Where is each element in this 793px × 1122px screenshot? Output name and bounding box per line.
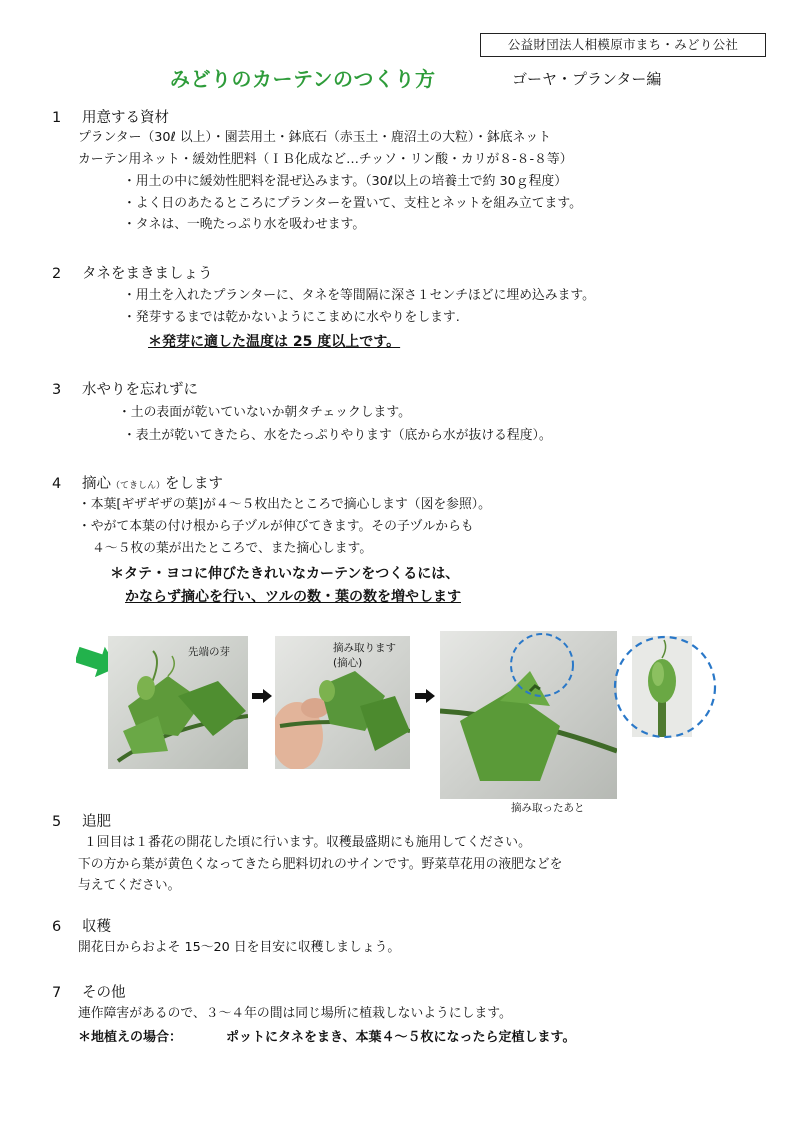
- ground-planting-label: ＊地植えの場合：: [78, 1030, 183, 1045]
- photo-shoot-tip: [108, 636, 248, 769]
- section-title: 水やりを忘れずに: [82, 382, 198, 398]
- bullet-watering: ・発芽するまでは乾かないようにこまめに水やりをします.: [123, 310, 460, 325]
- section-3-heading: [52, 378, 198, 399]
- photo-caption-pinch-note: (摘心): [333, 657, 363, 669]
- section-title: 収穫: [82, 919, 111, 935]
- section-number: 7: [52, 985, 62, 1001]
- photo-caption-pinch: 摘み取ります: [333, 642, 396, 654]
- section-1-heading: [52, 106, 169, 127]
- rotation-line: 連作障害があるので、３～４年の間は同じ場所に植栽しないようにします。: [78, 1006, 512, 1021]
- section-6-heading: [52, 915, 111, 936]
- pinching-note-1: ＊タテ・ヨコに伸びたきれいなカーテンをつくるには、: [110, 566, 460, 582]
- photo-caption-tip: 先端の芽: [188, 646, 230, 658]
- section-number: 3: [52, 382, 62, 398]
- section-number: 5: [52, 814, 62, 830]
- germination-note: ＊発芽に適した温度は 25 度以上です。: [148, 334, 401, 350]
- harvest-line: 開花日からおよそ 15～20 日を目安に収穫しましょう。: [78, 940, 401, 955]
- section-title: 摘心: [82, 476, 111, 492]
- section-number: 2: [52, 266, 62, 282]
- section-4-heading: [52, 472, 223, 493]
- bullet-pinch-timing: ・本葉[ギザギザの葉]が４～５枚出たところで摘心します（図を参照）。: [78, 497, 491, 512]
- materials-line-1: プランター（30ℓ 以上）・園芸用土・鉢底石（赤玉土・鹿沼土の大粒）・鉢底ネット: [78, 130, 552, 145]
- section-title: その他: [82, 985, 126, 1001]
- bullet-sowing: ・用土を入れたプランターに、タネを等間隔に深さ１センチほどに埋め込みます。: [123, 288, 595, 303]
- section-title-ruby: （てきしん）: [111, 481, 166, 491]
- section-5-heading: [52, 810, 111, 831]
- section-7-heading: [52, 981, 126, 1002]
- photo-caption-after: 摘み取ったあと: [511, 802, 585, 814]
- bullet-planter-placement: ・よく日のあたるところにプランターを置いて、支柱とネットを組み立てます。: [123, 196, 582, 211]
- section-title: 用意する資材: [82, 110, 169, 126]
- page-subtitle: ゴーヤ・プランター編: [512, 70, 662, 88]
- materials-line-2: カーテン用ネット・緩効性肥料（ＩＢ化成など…チッソ・リン酸・カリが８-８-８等）: [78, 152, 573, 167]
- bullet-water-amount: ・表土が乾いてきたら、水をたっぷりやります（底から水が抜ける程度）。: [123, 428, 552, 443]
- section-2-heading: [52, 262, 213, 283]
- bullet-side-shoots: ・やがて本葉の付け根から子ヅルが伸びてきます。その子ヅルからも: [78, 519, 474, 534]
- right-arrow-icon: [252, 689, 272, 703]
- right-arrow-icon: [415, 689, 435, 703]
- topdressing-line-2: 下の方から葉が黄色くなってきたら肥料切れのサインです。野菜草花用の液肥などを: [78, 857, 563, 872]
- bullet-fertilizer: ・用土の中に緩効性肥料を混ぜ込みます。（30ℓ以上の培養土で約 30ｇ程度）: [123, 174, 567, 189]
- topdressing-line-1: １回目は１番花の開花した頃に行います。収穫最盛期にも施用してください。: [84, 835, 531, 850]
- bullet-morning-check: ・土の表面が乾いていないか朝タチェックします。: [118, 405, 411, 420]
- closeup-circle-icon: [612, 634, 718, 740]
- bullet-seed-soak: ・タネは、一晩たっぷり水を吸わせます。: [123, 217, 366, 232]
- section-number: 6: [52, 919, 62, 935]
- section-number: 4: [52, 476, 62, 492]
- topdressing-line-3: 与えてください。: [78, 878, 181, 893]
- pinching-note-2: かならず摘心を行い、ツルの数・葉の数を増やします: [125, 589, 461, 605]
- bullet-side-shoots-cont: ４～５枚の葉が出たところで、また摘心します。: [92, 541, 373, 556]
- highlight-circle-icon: [508, 631, 576, 699]
- section-title-suffix: をします: [165, 476, 224, 492]
- section-number: 1: [52, 110, 62, 126]
- section-title: 追肥: [82, 814, 111, 830]
- organization-box: 公益財団法人相模原市まち・みどり公社: [480, 33, 766, 57]
- section-title: タネをまきましょう: [82, 266, 213, 282]
- photo-pinching: [275, 636, 410, 769]
- page-title: みどりのカーテンのつくり方: [170, 67, 436, 91]
- ground-planting-text: ポットにタネをまき、本葉４～５枚になったら定植します。: [226, 1030, 576, 1045]
